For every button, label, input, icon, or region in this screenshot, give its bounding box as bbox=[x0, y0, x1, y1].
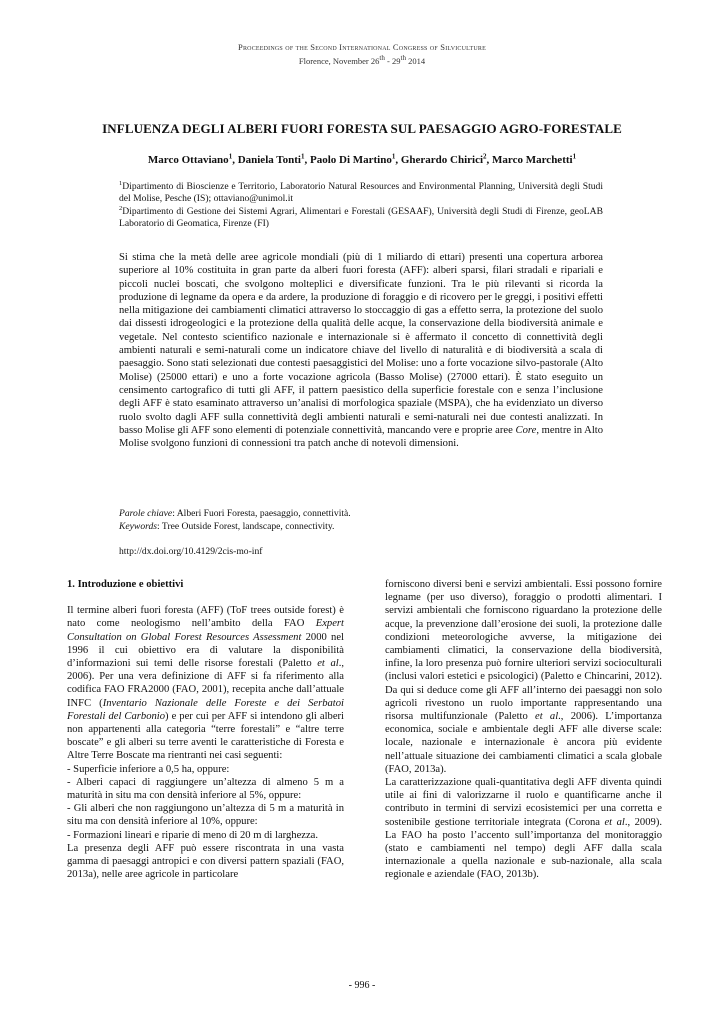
body-column-left bbox=[67, 578, 344, 881]
paragraph: forniscono diversi beni e servizi ambientali. Essi possono fornire legname (per uso diverso), foraggio o prodotti alimentari. I servizi ambientali che forniscono riguardano la protezione delle acque, la prevenzione dall’erosione dei suoli, la protezione dalle condizioni meteorologiche avverse, la mitigazione dei cambiamenti climatici, la conservazione della biodiversità, infine, la loro presenza può fornire ulteriori servizi socioculturali (inclusi valori estetici e psicologici) (Paletto e Chincarini, 2012). Da qui si deduce come gli AFF all’interno dei paesaggi non solo agricoli rivestono un ruolo importante rappresentando una risorsa multifunzionale (Paletto et al., 2006). L’importanza economica, sociale e ambientale degli AFF alle diverse scale: locale, nazionale e internazionale è ancora più evidente nell’attuale situazione dei cambiamenti climatici a scala globale (FAO, 2013a). bbox=[385, 579, 662, 775]
affiliation-2: $^2$Dipartimento di Gestione dei Sistemi Agrari, Alimentari e Forestali (GESAAF), Università degli Studi di Firenze, geoLAB Laboratorio di Geomatica, Firenze (FI) bbox=[119, 205, 603, 230]
author: Marco Marchetti$^1$ bbox=[492, 152, 577, 166]
keywords-english: Keywords: Tree Outside Forest, landscape, connectivity. bbox=[119, 520, 335, 532]
running-head bbox=[0, 42, 724, 67]
list-item: - Formazioni lineari e riparie di meno di 20 m di larghezza. bbox=[67, 829, 319, 841]
proceedings-title: Proceedings of the Second International Congress of Silviculture bbox=[238, 42, 486, 52]
conference-dates: Florence, November 26th - 29th 2014 bbox=[298, 54, 426, 66]
abstract: Si stima che la metà delle aree agricole mondiali (più di 1 miliardo di ettari) presenti una copertura arborea superiore al 10% costituita in gran parte da alberi fuori foresta (AFF): alberi sparsi, filari stradali e ripariali e piccoli nuclei boscati, che svolgono molteplici e diversificate funzioni. Tra le più rilevanti si ricorda la produzione di legname da opera e da ardere, la produzione di foraggio e di ricovero per le greggi, i positivi effetti nella mitigazione dei cambiamenti climatici attraverso lo stoccaggio di gas a effetto serra, la protezione del suolo dai dissesti idrogeologici e la protezione della qualità delle acque, la conservazione della biodiversità animale e vegetale. Nel contesto scientifico nazionale e internazionale si è affermato il concetto di connettività degli ambienti naturali e semi-naturali come un indicatore chiave del livello di naturalità e di biodiversità a scala di paesaggio. Sono stati selezionati due contesti paesaggistici del Molise: uno a forte vocazione silvo-pastorale (Alto Molise) (25000 ettari) e uno a forte vocazione agricola (Basso Molise) (27000 ettari). È stato eseguito un censimento cartografico di tutti gli AFF, il pattern paesistico della superficie forestale con e senza l’inclusione degli AFF è stato esaminato attraverso un’analisi di morfologica spaziale (MSPA), che ha evidenziato un diverso ruolo svolto dagli AFF sulla connettività degli ambienti naturali e semi-naturali nei due contesti analizzati. In basso Molise gli AFF sono elementi di potenziale connettività, mancando vere e proprie aree Core, mentre in Alto Molise svolgono funzioni di connessioni tra patch anche di notevoli dimensioni. bbox=[119, 252, 604, 450]
section-heading: 1. Introduzione e obiettivi bbox=[67, 579, 184, 590]
doi-link[interactable]: http://dx.doi.org/10.4129/2cis-mo-inf bbox=[119, 546, 263, 557]
paragraph: La presenza degli AFF può essere riscontrata in una vasta gamma di paesaggi antropici e con diversi pattern spaziali (FAO, 2013a), nelle aree agricole in particolare bbox=[67, 842, 344, 881]
author: Gherardo Chirici$^2$, bbox=[400, 152, 493, 166]
paragraph: La caratterizzazione quali-quantitativa degli AFF diventa quindi utile ai fini di valorizzarne il ruolo e quantificarne anche il contributo in termini di servizi ecosistemici per una corretta e sostenibile gestione territoriale integrata (Corona et al., 2009). La FAO ha posto l’accento sull’importanza del monitoraggio (stato e cambiamenti nel tempo) degli AFF dalla scala internazionale a quella nazionale e sub-nazionale, alla scala regionale e aziendale (FAO, 2013b). bbox=[385, 777, 662, 881]
paper-title: INFLUENZA DEGLI ALBERI FUORI FORESTA SUL PAESAGGIO AGRO-FORESTALE bbox=[102, 121, 622, 136]
author: Paolo Di Martino$^1$, bbox=[309, 152, 401, 166]
list-item: - Superficie inferiore a 0,5 ha, oppure: bbox=[67, 763, 230, 775]
author-list bbox=[60, 152, 664, 166]
keywords-italian: Parole chiave: Alberi Fuori Foresta, paesaggio, connettività. bbox=[119, 508, 351, 519]
body-column-right bbox=[385, 578, 662, 882]
page-number: - 996 - bbox=[348, 980, 376, 991]
list-item: - Gli alberi che non raggiungono un’altezza di 5 m a maturità in situ ma con densità inferiore al 10%, oppure: bbox=[67, 803, 344, 828]
author: Daniela Tonti$^1$, bbox=[237, 152, 310, 166]
affiliation-1: $^1$Dipartimento di Bioscienze e Territorio, Laboratorio Natural Resources and Environmental Planning, Università degli Studi del Molise, Pesche (IS); ottaviano@unimol.it bbox=[119, 180, 603, 205]
keywords-block bbox=[119, 508, 603, 533]
author: Marco Ottaviano$^1$, bbox=[147, 152, 238, 166]
list-item: - Alberi capaci di raggiungere un’altezza di almeno 5 m a maturità in situ ma con densità inferiore al 5%, oppure: bbox=[67, 776, 344, 802]
paragraph: Il termine alberi fuori foresta (AFF) (ToF trees outside forest) è nato come neologismo nell’ambito della FAO Expert Consultation on Global Forest Resources Assessment 2000 nel 1996 il cui obiettivo era di valutare la disponibilità d’informazioni sui temi delle risorse forestali (Paletto et al., 2006). Per una vera definizione di AFF si fa riferimento alla codifica FAO FRA2000 (FAO, 2001), recepita anche dall’attuale INFC (Inventario Nazionale delle Foreste e dei Serbatoi Forestali del Carbonio) e per cui per AFF si intendono gli alberi non appartenenti alla categoria “terre forestali” e “altre terre boscate” e gli alberi su terre aventi le caratteristiche di Foresta e Altre Terre Boscate ma rientranti nei casi seguenti: bbox=[67, 605, 344, 762]
